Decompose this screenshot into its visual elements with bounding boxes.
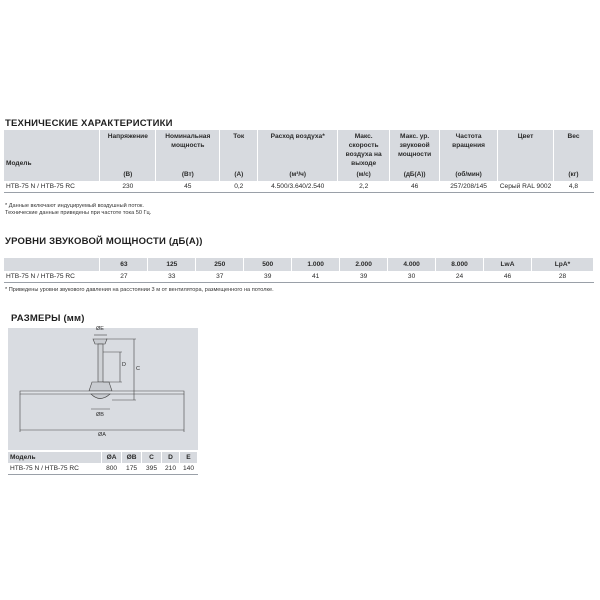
tech-header-current: Ток	[220, 130, 258, 170]
tech-header-color: Цвет	[498, 130, 554, 170]
tech-unit-airflow: (м³/ч)	[258, 170, 338, 181]
sound-section-title: УРОВНИ ЗВУКОВОЙ МОЩНОСТИ (дБ(А))	[5, 236, 203, 247]
tech-header-air-speed: Макс. скорость воздуха на выходе	[338, 130, 390, 170]
table-row	[4, 181, 594, 193]
tech-cell-color: Серый RAL 9002	[498, 181, 554, 193]
sound-header-500: 500	[244, 258, 292, 271]
tech-unit-model	[4, 170, 100, 181]
dims-header-e: E	[179, 452, 197, 463]
tech-cell-air-speed: 2,2	[338, 181, 390, 193]
sound-header-8000: 8.000	[436, 258, 484, 271]
sound-cell-1000: 41	[292, 271, 340, 283]
sound-header-250: 250	[196, 258, 244, 271]
tech-unit-sound-level: (дБ(А))	[390, 170, 440, 181]
tech-cell-power: 45	[156, 181, 220, 193]
tech-header-rpm: Частота вращения	[440, 130, 498, 170]
tech-specs-table	[4, 130, 594, 193]
tech-cell-current: 0,2	[220, 181, 258, 193]
tech-footnote-1: * Данные включают индуцируемый воздушный поток.	[5, 203, 144, 209]
dims-cell-c: 395	[142, 463, 162, 475]
tech-unit-power: (Вт)	[156, 170, 220, 181]
table-row	[8, 463, 198, 475]
tech-header-airflow: Расход воздуха*	[258, 130, 338, 170]
tech-unit-air-speed: (м/с)	[338, 170, 390, 181]
sound-header-2000: 2.000	[340, 258, 388, 271]
dim-label-c: C	[136, 366, 140, 372]
sound-cell-8000: 24	[436, 271, 484, 283]
tech-header-power: Номинальная мощность	[156, 130, 220, 170]
dims-header-model: Модель	[8, 452, 102, 463]
sound-cell-250: 37	[196, 271, 244, 283]
tech-header-model: Модель	[4, 130, 100, 170]
dims-cell-b: 175	[122, 463, 142, 475]
dims-cell-model: HTB-75 N / HTB-75 RC	[8, 463, 102, 475]
dims-header-a: ØA	[102, 452, 122, 463]
tech-unit-voltage: (В)	[100, 170, 156, 181]
sound-header-125: 125	[148, 258, 196, 271]
sound-header-lpa: LpA*	[531, 258, 593, 271]
sound-header-63: 63	[100, 258, 148, 271]
tech-cell-airflow: 4.500/3.640/2.540	[258, 181, 338, 193]
tech-header-row	[4, 130, 594, 170]
sound-header-lwa: LwA	[484, 258, 532, 271]
dim-label-a: ØA	[98, 432, 106, 438]
dims-header-d: D	[162, 452, 180, 463]
sound-header-model	[4, 258, 100, 271]
sound-header-row	[4, 258, 594, 271]
sound-cell-lwa: 46	[484, 271, 532, 283]
sound-cell-model: HTB-75 N / HTB-75 RC	[4, 271, 100, 283]
dims-section-title: РАЗМЕРЫ (мм)	[11, 313, 85, 324]
sound-header-4000: 4.000	[388, 258, 436, 271]
tech-cell-model: HTB-75 N / HTB-75 RC	[4, 181, 100, 193]
sound-cell-63: 27	[100, 271, 148, 283]
dim-label-d: D	[122, 362, 126, 368]
sound-cell-125: 33	[148, 271, 196, 283]
tech-unit-current: (А)	[220, 170, 258, 181]
dims-header-b: ØB	[122, 452, 142, 463]
tech-unit-weight: (кг)	[553, 170, 593, 181]
tech-section-title: ТЕХНИЧЕСКИЕ ХАРАКТЕРИСТИКИ	[5, 118, 173, 129]
sound-cell-lpa: 28	[531, 271, 593, 283]
tech-cell-weight: 4,8	[553, 181, 593, 193]
sound-header-1000: 1.000	[292, 258, 340, 271]
tech-cell-voltage: 230	[100, 181, 156, 193]
tech-cell-rpm: 257/208/145	[440, 181, 498, 193]
tech-cell-sound-level: 46	[390, 181, 440, 193]
tech-units-row	[4, 170, 594, 181]
tech-unit-rpm: (об/мин)	[440, 170, 498, 181]
dims-header-row	[8, 452, 198, 463]
dims-header-c: C	[142, 452, 162, 463]
sound-cell-500: 39	[244, 271, 292, 283]
dims-cell-a: 800	[102, 463, 122, 475]
tech-header-voltage: Напряжение	[100, 130, 156, 170]
sound-cell-4000: 30	[388, 271, 436, 283]
tech-footnote-2: Технические данные приведены при частоте тока 50 Гц.	[5, 210, 152, 216]
tech-header-weight: Вес	[553, 130, 593, 170]
dimensions-table	[8, 452, 198, 475]
tech-header-sound-level: Макс. ур. звуковой мощности	[390, 130, 440, 170]
dim-label-b: ØB	[96, 412, 104, 418]
dims-cell-d: 210	[162, 463, 180, 475]
dims-cell-e: 140	[179, 463, 197, 475]
fan-dimensions-diagram	[8, 328, 198, 450]
tech-unit-color	[498, 170, 554, 181]
dim-label-e: ØE	[96, 326, 104, 332]
table-row	[4, 271, 594, 283]
sound-power-table	[4, 258, 594, 283]
sound-cell-2000: 39	[340, 271, 388, 283]
sound-footnote: * Приведены уровни звукового давления на расстоянии 3 м от вентилятора, размещенного на потолке.	[5, 287, 274, 293]
